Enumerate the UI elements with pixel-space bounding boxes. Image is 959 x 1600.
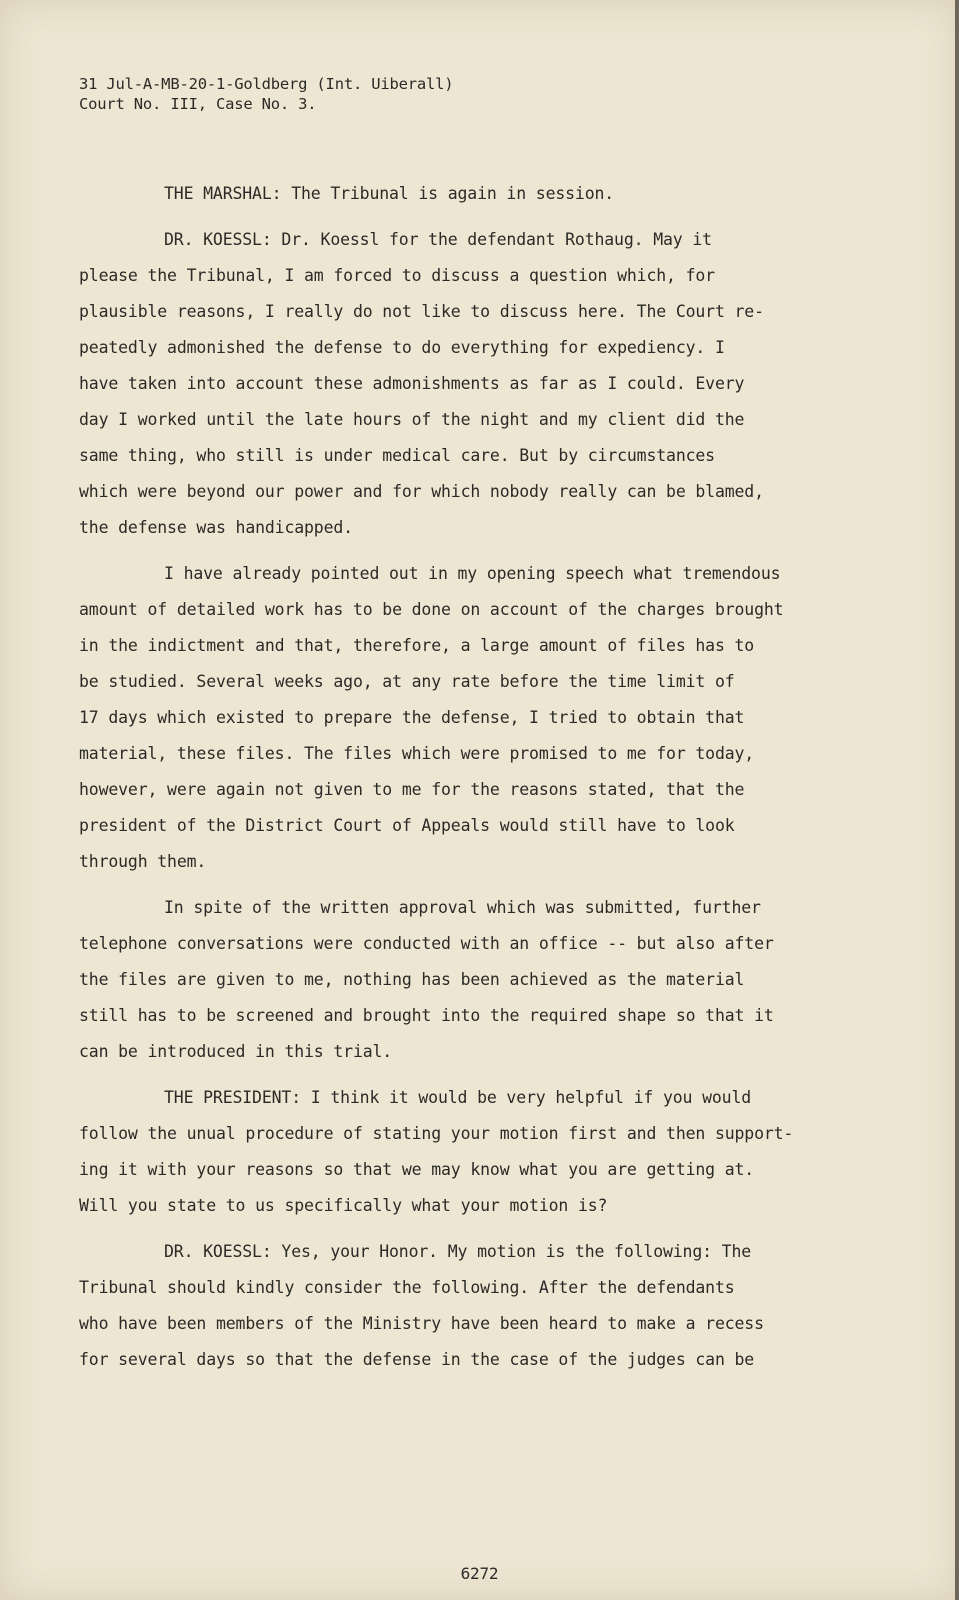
paragraph-koessl-statement	[79, 222, 879, 546]
text-line: still has to be screened and brought into the required shape so that it	[79, 1006, 774, 1025]
text-line: day I worked until the late hours of the night and my client did the	[79, 410, 745, 429]
page-number: 6272	[460, 1564, 499, 1583]
header-court-line: Court No. III, Case No. 3.	[79, 95, 317, 113]
paragraph-president	[79, 1080, 879, 1224]
text-line: ing it with your reasons so that we may know what you are getting at.	[79, 1160, 755, 1179]
transcript-body	[79, 176, 879, 1388]
text-line: plausible reasons, I really do not like to discuss here. The Court re-	[79, 302, 764, 321]
text-line: however, were again not given to me for the reasons stated, that the	[79, 780, 745, 799]
text-line: telephone conversations were conducted with an office -- but also after	[79, 934, 774, 953]
text-line: 17 days which existed to prepare the defense, I tried to obtain that	[79, 708, 745, 727]
paragraph-opening-speech	[79, 556, 879, 880]
text-line: have taken into account these admonishments as far as I could. Every	[79, 374, 745, 393]
text-line: same thing, who still is under medical care. But by circumstances	[79, 446, 715, 465]
text-line: amount of detailed work has to be done on account of the charges brought	[79, 600, 784, 619]
text-line: in the indictment and that, therefore, a large amount of files has to	[79, 636, 755, 655]
paragraph-marshal	[79, 176, 879, 212]
header-reference-line: 31 Jul-A-MB-20-1-Goldberg (Int. Uiberall)	[79, 75, 454, 93]
text-line: president of the District Court of Appeals would still have to look	[79, 816, 735, 835]
text-line: through them.	[79, 852, 207, 871]
text-line: can be introduced in this trial.	[79, 1042, 393, 1061]
paragraph-written-approval	[79, 890, 879, 1070]
text-line: Tribunal should kindly consider the following. After the defendants	[79, 1278, 735, 1297]
text-line: material, these files. The files which were promised to me for today,	[79, 744, 755, 763]
text-line: DR. KOESSL: Yes, your Honor. My motion is the following: The	[164, 1242, 752, 1261]
text-line: DR. KOESSL: Dr. Koessl for the defendant Rothaug. May it	[164, 230, 712, 249]
text-line: THE MARSHAL: The Tribunal is again in session.	[164, 184, 615, 203]
text-line: the files are given to me, nothing has been achieved as the material	[79, 970, 745, 989]
page-edge	[955, 0, 959, 1600]
text-line: peatedly admonished the defense to do everything for expediency. I	[79, 338, 725, 357]
text-line: the defense was handicapped.	[79, 518, 353, 537]
text-line: who have been members of the Ministry have been heard to make a recess	[79, 1314, 764, 1333]
text-line: for several days so that the defense in the case of the judges can be	[79, 1350, 755, 1369]
text-line: THE PRESIDENT: I think it would be very helpful if you would	[164, 1088, 752, 1107]
text-line: follow the unual procedure of stating your motion first and then support-	[79, 1124, 794, 1143]
document-header	[79, 74, 453, 114]
text-line: Will you state to us specifically what your motion is?	[79, 1196, 608, 1215]
text-line: which were beyond our power and for which nobody really can be blamed,	[79, 482, 764, 501]
text-line: please the Tribunal, I am forced to discuss a question which, for	[79, 266, 715, 285]
text-line: I have already pointed out in my opening speech what tremendous	[164, 564, 781, 583]
text-line: In spite of the written approval which was submitted, further	[164, 898, 761, 917]
text-line: be studied. Several weeks ago, at any rate before the time limit of	[79, 672, 735, 691]
paragraph-koessl-motion	[79, 1234, 879, 1378]
